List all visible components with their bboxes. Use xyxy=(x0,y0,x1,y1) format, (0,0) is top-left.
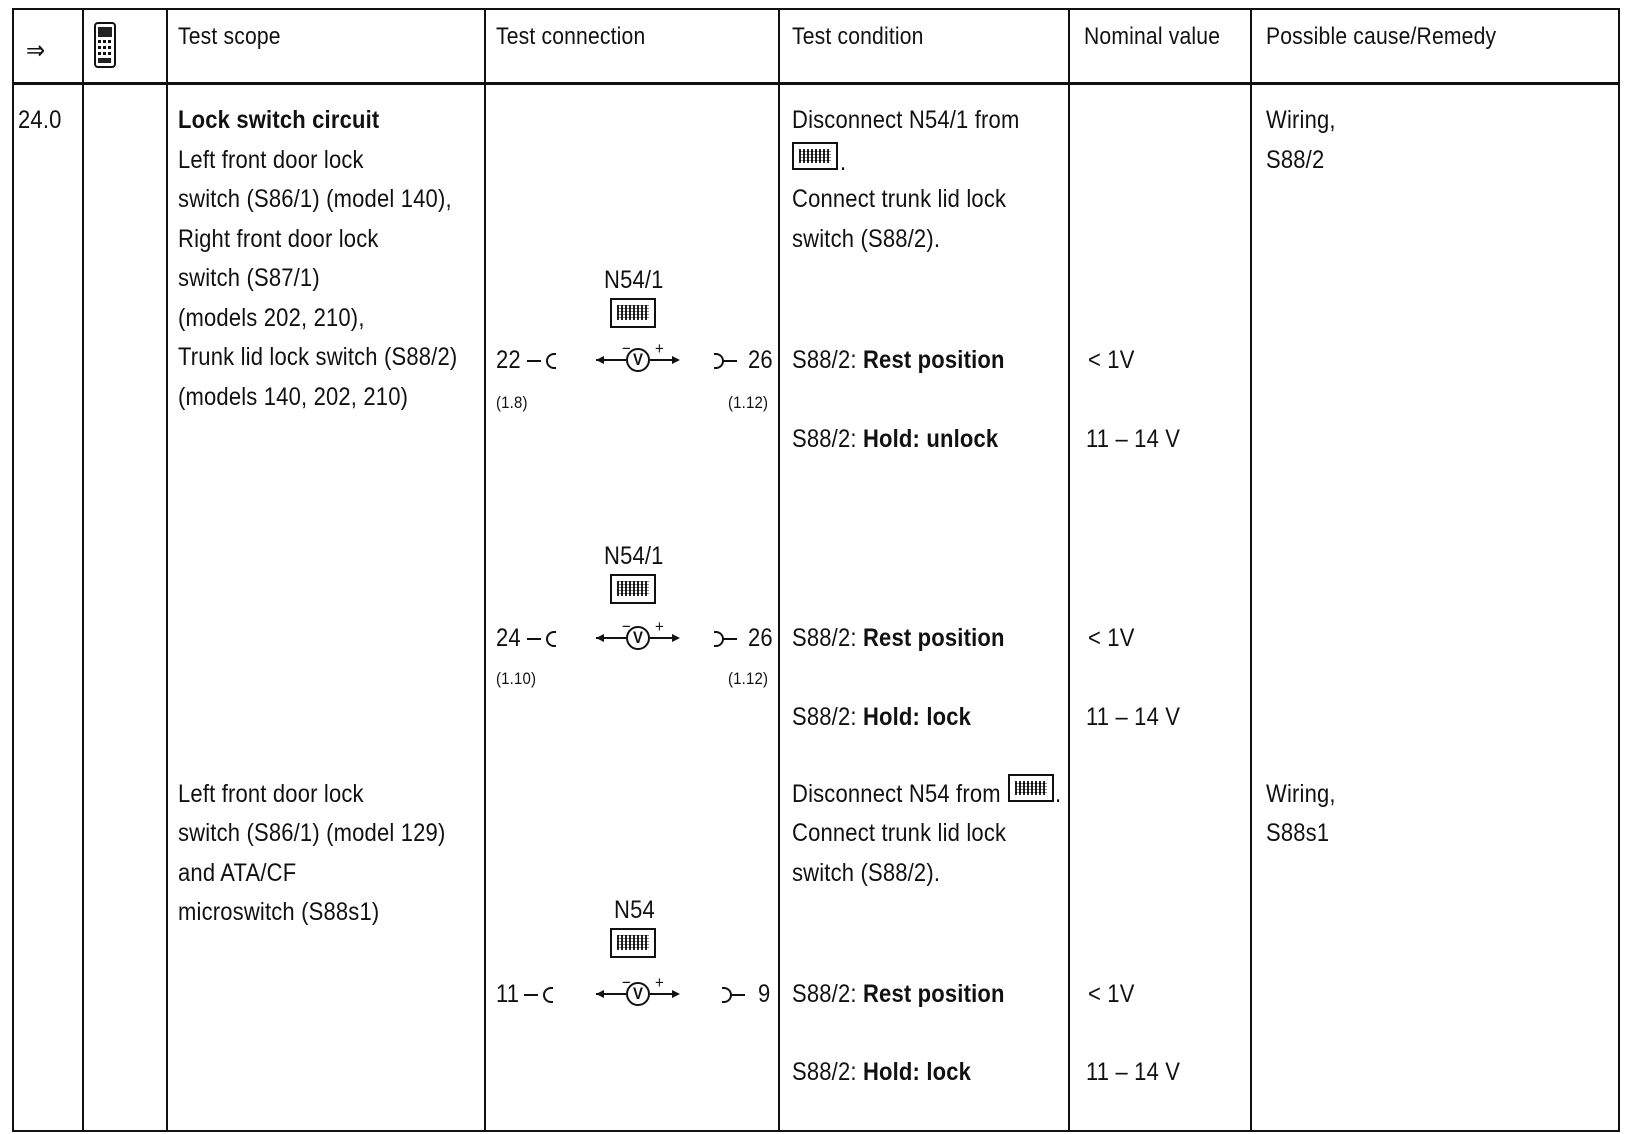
condition-switch: S88/2: xyxy=(792,703,857,731)
test2-pin-left: 24 xyxy=(496,624,521,652)
block3-cause: Wiring, xyxy=(1266,780,1336,808)
block1-condition: Connect trunk lid lock xyxy=(792,185,1007,213)
meter-plus: + xyxy=(655,339,664,358)
block3-scope-line: microswitch (S88s1) xyxy=(178,898,380,926)
block1-condition: Disconnect N54/1 from xyxy=(792,106,1020,134)
voltmeter-symbol: V xyxy=(633,350,644,369)
test3-module-label: N54 xyxy=(614,896,655,924)
header-divider xyxy=(12,82,1620,85)
voltmeter-symbol: V xyxy=(633,628,644,647)
col-border-0 xyxy=(12,8,14,1132)
test2-condition-a xyxy=(792,626,1005,651)
condition-state: Rest position xyxy=(862,980,1005,1008)
col-border-1 xyxy=(82,8,84,1132)
block1-scope-line: switch (S86/1) (model 140), xyxy=(178,185,452,213)
block3-condition: switch (S88/2). xyxy=(792,859,941,887)
condition-state: Hold: unlock xyxy=(862,425,999,453)
block3-cause: S88s1 xyxy=(1266,819,1330,847)
control-module-icon xyxy=(1008,774,1054,802)
col-border-7 xyxy=(1618,8,1620,1132)
test3-nominal-b: 11 – 14 V xyxy=(1086,1058,1181,1086)
connector-plug-icon xyxy=(546,631,556,647)
header-test-connection: Test connection xyxy=(496,23,646,50)
test1-module-label: N54/1 xyxy=(604,266,664,294)
condition-switch: S88/2: xyxy=(792,1058,857,1086)
voltmeter-symbol: V xyxy=(633,984,644,1003)
test3-nominal-a: < 1V xyxy=(1088,980,1135,1008)
test1-pin-right: 26 xyxy=(748,346,773,374)
header-nominal-value: Nominal value xyxy=(1084,23,1221,50)
test3-condition-b xyxy=(792,1060,971,1085)
test1-condition-b xyxy=(792,427,998,452)
arrow-icon: ⇒ xyxy=(26,35,46,65)
test1-pin-left-ref: (1.8) xyxy=(496,393,528,412)
block3-scope-line: and ATA/CF xyxy=(178,859,297,887)
test1-pin-left: 22 xyxy=(496,346,521,374)
test3-condition-a xyxy=(792,982,1005,1007)
connector-lead xyxy=(723,360,737,362)
condition-state: Rest position xyxy=(862,346,1005,374)
header-possible-cause: Possible cause/Remedy xyxy=(1266,23,1497,50)
test1-nominal-a: < 1V xyxy=(1088,346,1135,374)
header-test-scope: Test scope xyxy=(178,23,281,50)
meter-minus: − xyxy=(622,617,631,636)
test2-pin-left-ref: (1.10) xyxy=(496,669,537,688)
col-border-5 xyxy=(1068,8,1070,1132)
block1-scope-line: (models 202, 210), xyxy=(178,304,365,332)
connector-lead xyxy=(524,994,538,996)
step-number: 24.0 xyxy=(18,106,62,134)
header-test-condition: Test condition xyxy=(792,23,924,50)
connector-plug-icon xyxy=(543,987,553,1003)
test2-module-label: N54/1 xyxy=(604,542,664,570)
control-module-icon xyxy=(610,928,656,958)
block1-title: Lock switch circuit xyxy=(178,106,380,134)
block1-scope-line: Trunk lid lock switch (S88/2) xyxy=(178,343,458,371)
condition-switch: S88/2: xyxy=(792,980,857,1008)
col-border-3 xyxy=(484,8,486,1132)
control-module-icon xyxy=(610,298,656,328)
control-module-icon xyxy=(792,142,838,170)
block1-scope-line: Left front door lock xyxy=(178,146,364,174)
test3-pin-right: 9 xyxy=(758,980,771,1008)
condition-state: Rest position xyxy=(862,624,1005,652)
connector-lead xyxy=(723,638,737,640)
test2-pin-right: 26 xyxy=(748,624,773,652)
test1-nominal-b: 11 – 14 V xyxy=(1086,425,1181,453)
block1-cause: S88/2 xyxy=(1266,146,1325,174)
table-top-border xyxy=(12,8,1620,10)
test2-nominal-a: < 1V xyxy=(1088,624,1135,652)
control-module-icon xyxy=(610,574,656,604)
condition-switch: S88/2: xyxy=(792,425,857,453)
block1-cause: Wiring, xyxy=(1266,106,1336,134)
connector-lead xyxy=(731,994,745,996)
tester-icon xyxy=(94,22,116,68)
test2-nominal-b: 11 – 14 V xyxy=(1086,703,1181,731)
test3-pin-left: 11 xyxy=(496,980,520,1008)
test1-pin-right-ref: (1.12) xyxy=(728,393,769,412)
block3-condition: Connect trunk lid lock xyxy=(792,819,1007,847)
condition-switch: S88/2: xyxy=(792,346,857,374)
trailing-period: . xyxy=(1055,780,1062,808)
meter-plus: + xyxy=(655,617,664,636)
block3-scope-line: Left front door lock xyxy=(178,780,364,808)
block1-scope-line: switch (S87/1) xyxy=(178,264,320,292)
condition-switch: S88/2: xyxy=(792,624,857,652)
block3-scope-line: switch (S86/1) (model 129) xyxy=(178,819,446,847)
table-bottom-border xyxy=(12,1130,1620,1132)
meter-plus: + xyxy=(655,973,664,992)
test2-condition-b xyxy=(792,705,971,730)
block3-condition: Disconnect N54 from xyxy=(792,780,1001,808)
connector-plug-icon xyxy=(546,353,556,369)
meter-minus: − xyxy=(622,973,631,992)
col-border-6 xyxy=(1250,8,1252,1132)
condition-state: Hold: lock xyxy=(862,703,972,731)
block1-scope-line: Right front door lock xyxy=(178,225,379,253)
meter-minus: − xyxy=(622,339,631,358)
connector-lead xyxy=(527,638,541,640)
col-border-2 xyxy=(166,8,168,1132)
block1-scope-line: (models 140, 202, 210) xyxy=(178,383,409,411)
trailing-period: . xyxy=(840,148,847,176)
block1-condition: switch (S88/2). xyxy=(792,225,941,253)
connector-lead xyxy=(527,360,541,362)
test1-condition-a xyxy=(792,348,1005,373)
test2-pin-right-ref: (1.12) xyxy=(728,669,769,688)
col-border-4 xyxy=(778,8,780,1132)
condition-state: Hold: lock xyxy=(862,1058,972,1086)
